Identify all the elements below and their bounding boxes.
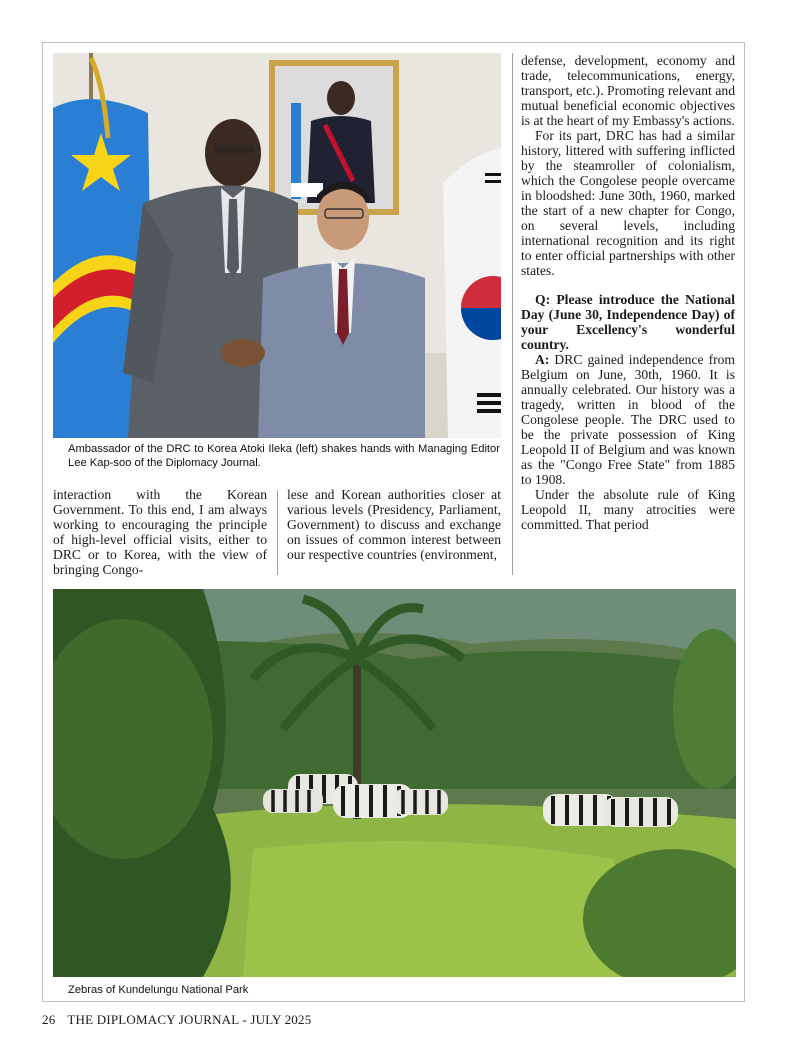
interview-answer bbox=[521, 352, 735, 487]
page-footer bbox=[42, 1012, 323, 1028]
right-paragraph-3: Under the absolute rule of King Leopold II, many atrocities were committed. That period bbox=[521, 487, 735, 532]
middle-column bbox=[287, 487, 501, 562]
answer-label: A: bbox=[535, 352, 550, 367]
left-column bbox=[53, 487, 267, 577]
interview-question: Q: Please introduce the National Day (June 30, Independence Day) of your Excellency's wonderful country. bbox=[521, 292, 735, 352]
zebra-herd-right bbox=[543, 794, 678, 827]
page-number: 26 bbox=[42, 1012, 56, 1027]
left-paragraph: interaction with the Korean Government. To this end, I am always working to encouraging the principle of high-level official visits, either to DRC or to Korea, with the view of bringing Congo- bbox=[53, 487, 267, 577]
korea-flag bbox=[443, 148, 501, 438]
photo2-caption: Zebras of Kundelungu National Park bbox=[68, 984, 249, 996]
right-paragraph-2: For its part, DRC has had a similar history, littered with suffering inflicted by the steamroller of colonialism, which the Congolese people overcame in bloodshed: June 30th, 1960, marked the start of a new chapter for Congo, on several levels, including international recognition and its right to enter official partnerships with other states. bbox=[521, 128, 735, 278]
zebras-photo bbox=[53, 589, 736, 977]
handshake bbox=[221, 339, 265, 367]
column-rule-left bbox=[277, 490, 278, 575]
right-paragraph-1: defense, development, economy and trade, telecommunications, energy, transport, etc.). Promoting relevant and mutual beneficial economic objectives is at the heart of my Embassy's actions. bbox=[521, 53, 735, 128]
middle-paragraph: lese and Korean authorities closer at various levels (Presidency, Parliament, Government) to discuss and exchange on issues of common interest between our respective countries (environment, bbox=[287, 487, 501, 562]
handshake-photo bbox=[53, 53, 501, 438]
photo1-caption: Ambassador of the DRC to Korea Atoki Ileka (left) shakes hands with Managing Editor Lee Kap-soo of the Diplomacy Journal. bbox=[68, 443, 500, 469]
publication-name: THE DIPLOMACY JOURNAL - JULY 2025 bbox=[67, 1012, 312, 1027]
column-rule-right bbox=[512, 53, 513, 575]
right-column bbox=[521, 53, 735, 532]
answer-text: DRC gained independence from Belgium on June, 30th, 1960. It is annually celebrated. Our history was a tragedy, written in blood of the Congolese people. The DRC used to be the private possession of King Leopold II of Belgium and was known as the "Congo Free State" from 1885 to 1908. bbox=[521, 352, 735, 487]
